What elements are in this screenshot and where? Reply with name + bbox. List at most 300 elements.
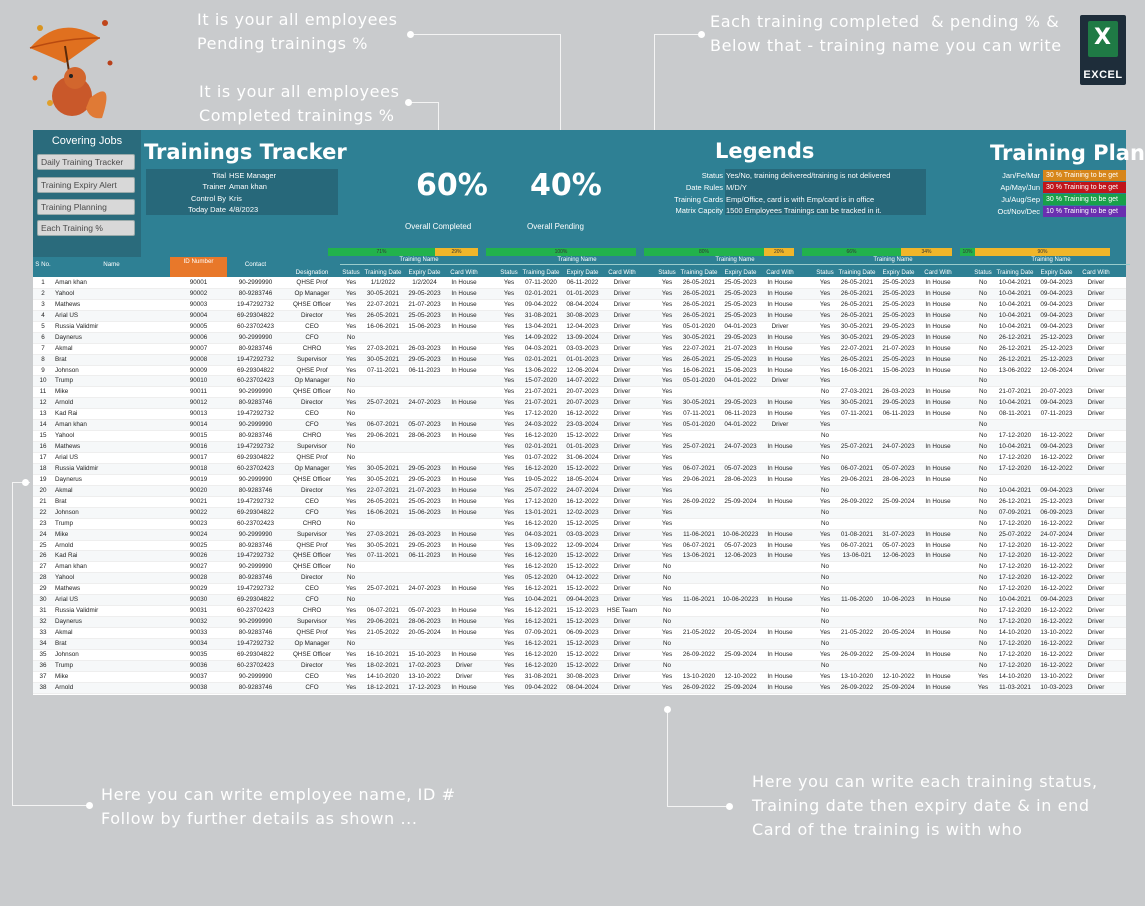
table-cell[interactable]: No	[978, 344, 988, 352]
table-cell[interactable]: 07-11-2020	[525, 279, 557, 286]
table-cell[interactable]: 90016	[189, 443, 208, 451]
table-cell[interactable]: 29-05-2023	[408, 464, 441, 472]
table-cell[interactable]: Driver	[613, 629, 631, 636]
table-cell[interactable]: 16-12-2020	[524, 464, 558, 472]
table-cell[interactable]: 60-23702423	[236, 464, 275, 472]
table-cell[interactable]: No	[978, 552, 988, 560]
table-cell[interactable]: 26	[39, 552, 47, 560]
table-cell[interactable]: Kad Rai	[55, 410, 78, 418]
table-cell[interactable]: Yes	[661, 552, 673, 560]
table-cell[interactable]: 10-04-2021	[998, 289, 1032, 297]
table-cell[interactable]: Yes	[819, 300, 831, 308]
table-cell[interactable]: Yes	[661, 377, 673, 385]
table-cell[interactable]: 04-01-2023	[724, 322, 757, 330]
table-cell[interactable]: 30-05-2021	[682, 333, 716, 341]
table-cell[interactable]: 90036	[189, 661, 208, 669]
table-cell[interactable]: CEO	[305, 585, 319, 593]
table-cell[interactable]: In House	[767, 650, 793, 658]
table-cell[interactable]: In House	[451, 629, 477, 636]
table-cell[interactable]: Supervisor	[296, 355, 328, 363]
table-cell[interactable]: 69-29304822	[236, 596, 275, 604]
table-cell[interactable]: 24-07-2023	[408, 399, 441, 407]
table-cell[interactable]: Yes	[819, 311, 831, 319]
table-cell[interactable]: 90031	[189, 607, 208, 615]
table-cell[interactable]: 25-12-2023	[1040, 333, 1073, 341]
table-cell[interactable]: No	[346, 574, 356, 582]
table-cell[interactable]: 15-12-2023	[566, 639, 599, 647]
table-cell[interactable]: Driver	[613, 497, 631, 505]
table-cell[interactable]: 14-10-2020	[998, 629, 1032, 636]
table-cell[interactable]: 03-03-2023	[566, 344, 599, 352]
table-cell[interactable]: Yes	[661, 596, 673, 604]
table-cell[interactable]: 17-12-2020	[998, 432, 1032, 440]
table-cell[interactable]: In House	[451, 541, 477, 549]
table-row[interactable]	[33, 464, 1126, 475]
table-cell[interactable]: No	[978, 410, 988, 418]
table-cell[interactable]: 08-11-2021	[999, 410, 1031, 418]
table-cell[interactable]: 90-2999990	[238, 563, 273, 571]
table-cell[interactable]: 29-05-2023	[408, 541, 441, 549]
table-cell[interactable]: 19-47292732	[236, 355, 275, 363]
table-cell[interactable]: Yes	[503, 464, 515, 472]
table-cell[interactable]: 09-04-2022	[524, 683, 558, 691]
table-row[interactable]	[33, 344, 1126, 355]
table-cell[interactable]: 26-05-2021	[840, 279, 874, 286]
table-cell[interactable]: 60-23702423	[236, 519, 275, 527]
table-row[interactable]	[33, 387, 1126, 398]
table-cell[interactable]: 25-07-2021	[366, 585, 400, 593]
table-cell[interactable]: Op Manager	[294, 289, 330, 297]
table-cell[interactable]: 28	[39, 574, 47, 582]
table-cell[interactable]: 17-12-2020	[998, 639, 1032, 647]
table-cell[interactable]: Driver	[1087, 366, 1105, 374]
table-cell[interactable]: In House	[451, 399, 477, 407]
table-cell[interactable]: 21-05-2022	[840, 629, 874, 636]
table-cell[interactable]: In House	[925, 552, 951, 560]
table-cell[interactable]: 36	[39, 661, 47, 669]
table-cell[interactable]: Op Manager	[294, 639, 330, 647]
table-cell[interactable]: 12-06-2024	[566, 366, 599, 374]
table-cell[interactable]: 17-12-2020	[998, 464, 1032, 472]
table-cell[interactable]: 01-07-2022	[524, 454, 558, 461]
table-cell[interactable]: 29-05-2023	[882, 322, 915, 330]
table-cell[interactable]: 09-04-2023	[1040, 486, 1073, 494]
table-cell[interactable]: 21-05-2022	[366, 629, 400, 636]
table-cell[interactable]: In House	[451, 344, 477, 352]
table-cell[interactable]: 19	[39, 475, 47, 483]
table-cell[interactable]: Yes	[345, 661, 357, 669]
table-cell[interactable]: 13-10-2022	[1040, 629, 1073, 636]
table-cell[interactable]: Yes	[503, 355, 515, 363]
table-cell[interactable]: 15-12-2025	[566, 519, 599, 527]
table-cell[interactable]: Yes	[345, 585, 357, 593]
table-cell[interactable]: Yes	[345, 355, 357, 363]
table-cell[interactable]: Supervisor	[296, 530, 328, 538]
table-cell[interactable]: 27	[39, 563, 47, 571]
table-cell[interactable]: Yes	[503, 289, 515, 297]
table-cell[interactable]: 09-04-2023	[1040, 596, 1073, 604]
table-cell[interactable]: 1/1/2022	[370, 279, 396, 286]
table-cell[interactable]: 10-04-2021	[998, 399, 1032, 407]
table-row[interactable]	[33, 409, 1126, 420]
table-cell[interactable]: No	[978, 464, 988, 472]
table-cell[interactable]: Driver	[613, 366, 631, 374]
table-cell[interactable]: 29-06-2021	[366, 618, 400, 626]
table-cell[interactable]: Driver	[613, 454, 631, 461]
table-cell[interactable]: In House	[767, 475, 793, 483]
table-row[interactable]	[33, 431, 1126, 442]
table-cell[interactable]: 22-07-2021	[366, 486, 400, 494]
table-cell[interactable]: 30-05-2021	[366, 289, 400, 297]
table-cell[interactable]: 26-09-2022	[682, 683, 716, 691]
table-cell[interactable]: No	[978, 661, 988, 669]
table-cell[interactable]: 15	[39, 432, 47, 440]
table-cell[interactable]: QHSE Prof	[296, 454, 328, 461]
table-cell[interactable]: No	[978, 618, 988, 626]
table-cell[interactable]: Yes	[503, 574, 515, 582]
table-cell[interactable]: Driver	[1087, 530, 1105, 538]
table-cell[interactable]: 6	[41, 333, 45, 341]
table-cell[interactable]: Yes	[819, 289, 831, 297]
table-cell[interactable]: 12-06-2023	[882, 552, 915, 560]
table-cell[interactable]: Yes	[661, 432, 673, 440]
table-cell[interactable]: Yes	[503, 639, 515, 647]
table-cell[interactable]: 16-12-2022	[1040, 563, 1073, 571]
table-cell[interactable]: 09-04-2022	[524, 300, 558, 308]
table-cell[interactable]: 90007	[189, 344, 208, 352]
table-cell[interactable]: Yes	[819, 629, 831, 636]
table-cell[interactable]: 25	[39, 541, 47, 549]
table-cell[interactable]: 90009	[189, 366, 208, 374]
table-cell[interactable]: 90003	[189, 300, 208, 308]
table-cell[interactable]: 06-09-2023	[1040, 508, 1073, 516]
table-cell[interactable]: Brat	[55, 355, 67, 363]
table-cell[interactable]: No	[978, 508, 988, 516]
table-cell[interactable]: 10-06-20223	[722, 530, 759, 538]
table-cell[interactable]: Supervisor	[296, 618, 328, 626]
table-cell[interactable]: Op Manager	[294, 377, 330, 385]
table-cell[interactable]: 13-06-2022	[524, 366, 558, 374]
daily-training-tracker-button[interactable]: Daily Training Tracker	[37, 154, 135, 170]
table-row[interactable]	[33, 475, 1126, 486]
table-cell[interactable]: Arnold	[55, 683, 74, 691]
table-cell[interactable]: Driver	[1087, 639, 1105, 647]
table-cell[interactable]: 2	[41, 289, 45, 297]
table-cell[interactable]: 33	[39, 629, 47, 636]
table-cell[interactable]: 19-47292732	[236, 585, 275, 593]
table-cell[interactable]: Mike	[55, 530, 69, 538]
table-cell[interactable]: 05-07-2023	[882, 541, 915, 549]
table-cell[interactable]: 26-03-2023	[882, 388, 915, 396]
table-row[interactable]	[33, 278, 1126, 289]
table-cell[interactable]: 04-03-2021	[524, 344, 558, 352]
table-cell[interactable]: 06-07-2021	[366, 421, 400, 429]
table-cell[interactable]: Mathews	[55, 585, 81, 593]
table-cell[interactable]: 13-10-2022	[1040, 672, 1073, 680]
table-cell[interactable]: 4	[41, 311, 45, 319]
table-row[interactable]	[33, 617, 1126, 628]
table-cell[interactable]: No	[978, 279, 988, 286]
table-cell[interactable]: Driver	[1087, 552, 1105, 560]
table-cell[interactable]: 05-01-2020	[682, 377, 716, 385]
table-cell[interactable]: Driver	[613, 333, 631, 341]
table-cell[interactable]: 35	[39, 650, 47, 658]
table-cell[interactable]: Yes	[661, 475, 673, 483]
table-cell[interactable]: 12-10-2022	[724, 672, 757, 680]
table-cell[interactable]: 12-02-2023	[566, 508, 599, 516]
table-cell[interactable]: Russia Validmir	[55, 322, 99, 330]
table-cell[interactable]: 04-01-2022	[724, 421, 757, 429]
table-cell[interactable]: Yes	[661, 443, 673, 451]
table-cell[interactable]: 14-10-2020	[998, 672, 1032, 680]
table-cell[interactable]: 15-07-2020	[524, 377, 558, 385]
table-cell[interactable]: 26-05-2021	[682, 300, 716, 308]
table-cell[interactable]: Johnson	[55, 366, 79, 374]
table-cell[interactable]: Yahool	[55, 432, 75, 440]
table-cell[interactable]: 10-03-2023	[1040, 683, 1073, 691]
table-cell[interactable]: 21-07-2023	[408, 486, 441, 494]
table-cell[interactable]: No	[820, 618, 830, 626]
table-cell[interactable]: Yes	[661, 464, 673, 472]
table-cell[interactable]: 60-23702423	[236, 661, 275, 669]
table-cell[interactable]: 90018	[189, 464, 208, 472]
table-cell[interactable]: Yes	[661, 388, 673, 396]
table-cell[interactable]: 25-05-2023	[724, 300, 757, 308]
table-cell[interactable]: 90015	[189, 432, 208, 440]
table-cell[interactable]: Mathews	[55, 443, 81, 451]
table-cell[interactable]: Yes	[819, 552, 831, 560]
table-cell[interactable]: 07-11-2023	[1040, 410, 1073, 418]
table-cell[interactable]: 13	[39, 410, 47, 418]
table-cell[interactable]: 19-05-2022	[524, 475, 558, 483]
table-cell[interactable]: Yes	[819, 530, 831, 538]
table-cell[interactable]: 26-05-2021	[682, 311, 716, 319]
table-cell[interactable]: 16-12-2020	[524, 432, 558, 440]
table-cell[interactable]: 25-05-2023	[882, 279, 915, 286]
table-cell[interactable]: Yes	[503, 410, 515, 418]
table-cell[interactable]: 90002	[189, 289, 208, 297]
table-cell[interactable]: 06-11-2023	[882, 410, 915, 418]
table-cell[interactable]: Yes	[345, 618, 357, 626]
table-cell[interactable]: 21-07-2021	[524, 388, 558, 396]
table-cell[interactable]: 11-03-2021	[999, 683, 1031, 691]
table-cell[interactable]: Yes	[345, 322, 357, 330]
table-cell[interactable]: In House	[451, 366, 477, 374]
table-cell[interactable]: Yes	[661, 399, 673, 407]
table-cell[interactable]: Driver	[613, 410, 631, 418]
table-cell[interactable]: 26-12-2021	[998, 344, 1032, 352]
table-row[interactable]	[33, 398, 1126, 409]
table-cell[interactable]: Driver	[1087, 300, 1105, 308]
table-cell[interactable]: Yes	[819, 377, 831, 385]
table-cell[interactable]: 80-9283746	[238, 629, 273, 636]
table-cell[interactable]: No	[820, 574, 830, 582]
table-cell[interactable]: No	[346, 596, 356, 604]
table-cell[interactable]: Yes	[503, 618, 515, 626]
table-cell[interactable]: 90004	[189, 311, 208, 319]
table-cell[interactable]: Driver	[613, 322, 631, 330]
table-cell[interactable]: No	[346, 377, 356, 385]
table-cell[interactable]: 26-12-2021	[998, 333, 1032, 341]
table-cell[interactable]: 80-9283746	[238, 399, 273, 407]
table-cell[interactable]: Driver	[1087, 454, 1105, 461]
table-cell[interactable]: Kad Rai	[55, 552, 78, 560]
table-cell[interactable]: In House	[767, 443, 793, 451]
table-cell[interactable]: CFO	[305, 596, 319, 604]
table-cell[interactable]: 16-06-2021	[682, 366, 716, 374]
table-row[interactable]	[33, 442, 1126, 453]
table-cell[interactable]: 25-09-2024	[882, 683, 915, 691]
table-cell[interactable]: Driver	[613, 300, 631, 308]
table-cell[interactable]: 90024	[189, 530, 208, 538]
table-row[interactable]	[33, 300, 1126, 311]
table-cell[interactable]: 06-11-2022	[566, 279, 599, 286]
table-cell[interactable]: 18-02-2021	[366, 661, 400, 669]
table-cell[interactable]: 02-01-2021	[524, 289, 558, 297]
table-row[interactable]	[33, 606, 1126, 617]
table-cell[interactable]: No	[346, 454, 356, 461]
table-row[interactable]	[33, 530, 1126, 541]
table-cell[interactable]: Yes	[503, 607, 515, 615]
table-cell[interactable]: Driver	[1087, 508, 1105, 516]
table-cell[interactable]: 60-23702423	[236, 607, 275, 615]
table-cell[interactable]: 10-04-2021	[998, 279, 1032, 286]
table-cell[interactable]: 90-2999990	[238, 475, 273, 483]
table-cell[interactable]: Yes	[661, 421, 673, 429]
table-cell[interactable]: 90020	[189, 486, 208, 494]
table-cell[interactable]: 02-01-2021	[524, 443, 558, 451]
table-cell[interactable]: 17-12-2020	[998, 552, 1032, 560]
table-cell[interactable]: 25-05-2023	[882, 355, 915, 363]
table-cell[interactable]: Yes	[819, 410, 831, 418]
table-cell[interactable]: 25-12-2023	[1040, 355, 1073, 363]
table-cell[interactable]: Driver	[613, 683, 631, 691]
table-cell[interactable]: Yes	[503, 585, 515, 593]
table-cell[interactable]: 06-11-2023	[408, 366, 441, 374]
table-cell[interactable]: No	[346, 388, 356, 396]
table-cell[interactable]: In House	[925, 344, 951, 352]
table-cell[interactable]: No	[978, 541, 988, 549]
table-cell[interactable]: QHSE Officer	[292, 552, 332, 560]
table-cell[interactable]: In House	[925, 355, 951, 363]
table-cell[interactable]: 26-05-2021	[840, 311, 874, 319]
table-row[interactable]	[33, 672, 1126, 683]
table-cell[interactable]: 26-05-2021	[840, 289, 874, 297]
table-cell[interactable]: 90-2999990	[238, 672, 273, 680]
table-cell[interactable]: Trump	[55, 519, 73, 527]
table-cell[interactable]: 90035	[189, 650, 208, 658]
table-cell[interactable]: 22	[39, 508, 47, 516]
table-cell[interactable]: CEO	[305, 497, 319, 505]
table-cell[interactable]: Yes	[661, 454, 673, 461]
table-cell[interactable]: 13-10-2022	[408, 672, 441, 680]
table-cell[interactable]: 06-07-2021	[840, 541, 874, 549]
table-cell[interactable]: 26-05-2021	[840, 355, 874, 363]
table-cell[interactable]: 25-07-2021	[366, 399, 400, 407]
table-cell[interactable]: In House	[451, 552, 477, 560]
table-cell[interactable]: Yes	[661, 683, 673, 691]
table-cell[interactable]: Driver	[455, 672, 473, 680]
table-cell[interactable]: 17-12-2023	[408, 683, 441, 691]
table-cell[interactable]: 19-47292732	[236, 410, 275, 418]
table-cell[interactable]: 17-12-2020	[998, 607, 1032, 615]
table-cell[interactable]: No	[662, 618, 672, 626]
table-cell[interactable]: 15-12-2022	[566, 650, 599, 658]
table-cell[interactable]: Brat	[55, 639, 67, 647]
table-cell[interactable]: Director	[300, 486, 324, 494]
table-cell[interactable]: No	[978, 333, 988, 341]
table-cell[interactable]: No	[978, 399, 988, 407]
table-cell[interactable]: 15-12-2022	[566, 585, 599, 593]
table-cell[interactable]: 06-07-2021	[682, 541, 716, 549]
table-cell[interactable]: 08-04-2024	[566, 683, 599, 691]
table-cell[interactable]: Johnson	[55, 650, 79, 658]
table-cell[interactable]: Yes	[819, 443, 831, 451]
table-cell[interactable]: Yes	[503, 661, 515, 669]
table-cell[interactable]: 21-07-2023	[882, 344, 915, 352]
table-cell[interactable]: 25-07-2021	[682, 443, 716, 451]
table-cell[interactable]: 30-08-2023	[566, 672, 599, 680]
table-cell[interactable]: 29-05-2023	[408, 289, 441, 297]
table-cell[interactable]: Yes	[503, 563, 515, 571]
table-cell[interactable]: 90037	[189, 672, 208, 680]
table-cell[interactable]: 90-2999990	[238, 279, 273, 286]
table-cell[interactable]: QHSE Officer	[292, 563, 332, 571]
table-cell[interactable]: 02-01-2021	[524, 355, 558, 363]
table-cell[interactable]: 26-05-2021	[682, 355, 716, 363]
table-cell[interactable]: 16-12-2022	[1040, 618, 1073, 626]
table-cell[interactable]: 20-07-2023	[566, 388, 599, 396]
table-cell[interactable]: Aman khan	[55, 421, 87, 429]
table-cell[interactable]: 19-47292732	[236, 443, 275, 451]
table-cell[interactable]: Yes	[503, 432, 515, 440]
table-cell[interactable]: 90026	[189, 552, 208, 560]
table-cell[interactable]: 27-03-2021	[366, 344, 400, 352]
table-cell[interactable]: 06-07-2021	[840, 464, 874, 472]
table-cell[interactable]: 17-12-2020	[998, 563, 1032, 571]
table-cell[interactable]: 31-06-2024	[566, 454, 599, 461]
table-cell[interactable]: Driver	[771, 377, 789, 385]
table-cell[interactable]: No	[978, 519, 988, 527]
table-cell[interactable]: Driver	[771, 322, 789, 330]
table-cell[interactable]: 7	[41, 344, 45, 352]
table-cell[interactable]: No	[346, 333, 356, 341]
table-cell[interactable]: 17-12-2020	[998, 541, 1032, 549]
table-cell[interactable]: In House	[925, 650, 951, 658]
table-cell[interactable]: 10-04-2021	[998, 596, 1032, 604]
table-cell[interactable]: 25-05-2023	[408, 497, 441, 505]
table-cell[interactable]: 30-05-2021	[840, 333, 874, 341]
table-cell[interactable]: 25-12-2023	[1040, 344, 1073, 352]
table-cell[interactable]: In House	[451, 585, 477, 593]
table-cell[interactable]: 16-06-2021	[366, 322, 400, 330]
table-cell[interactable]: Yes	[345, 552, 357, 560]
table-cell[interactable]: Yes	[661, 311, 673, 319]
table-cell[interactable]: 15-12-2022	[566, 464, 599, 472]
table-cell[interactable]: 09-04-2023	[1040, 289, 1073, 297]
table-cell[interactable]: 15-12-2022	[566, 563, 599, 571]
table-cell[interactable]: No	[978, 563, 988, 571]
table-cell[interactable]: Yes	[977, 672, 989, 680]
table-cell[interactable]: 60-23702423	[236, 322, 275, 330]
table-cell[interactable]: 90014	[189, 421, 208, 429]
table-cell[interactable]: 04-03-2021	[524, 530, 558, 538]
table-cell[interactable]: No	[820, 454, 830, 461]
table-cell[interactable]: Trump	[55, 661, 73, 669]
table-cell[interactable]: Yes	[345, 672, 357, 680]
table-cell[interactable]: 31-07-2023	[882, 530, 915, 538]
table-cell[interactable]: Yes	[661, 650, 673, 658]
